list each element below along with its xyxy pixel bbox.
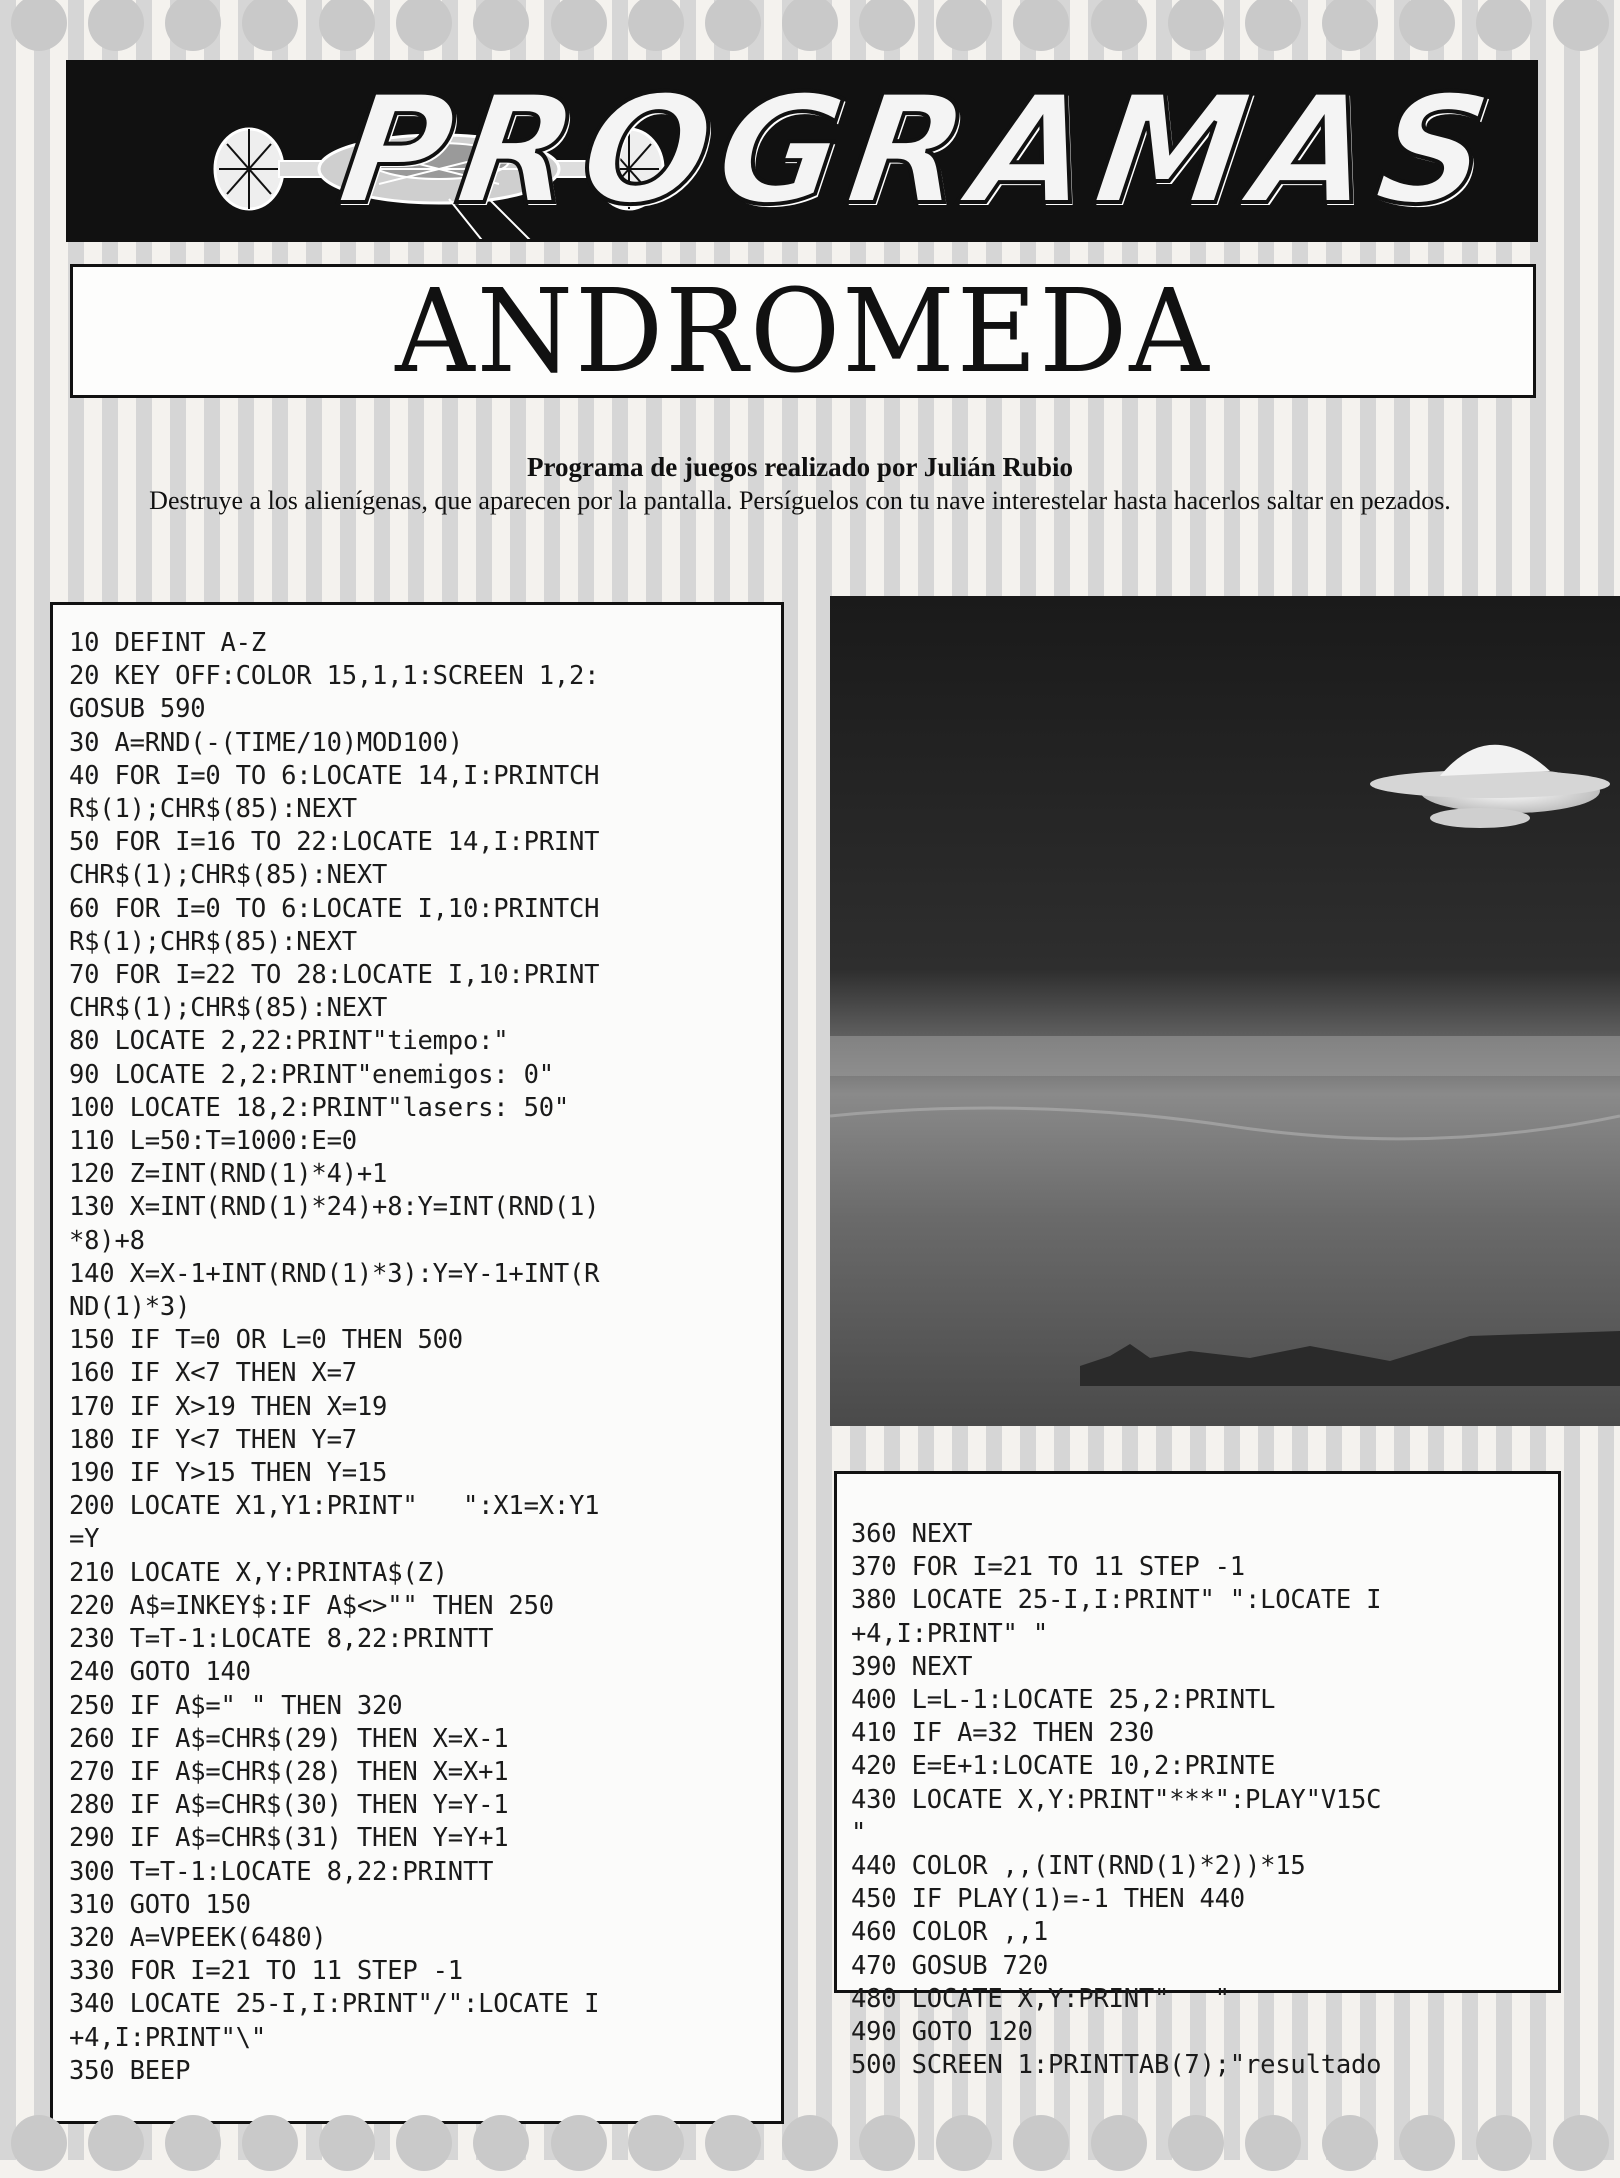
dot: [11, 0, 67, 51]
code-line: 250 IF A$=" " THEN 320: [69, 1690, 403, 1721]
code-line: 50 FOR I=16 TO 22:LOCATE 14,I:PRINT: [69, 827, 600, 858]
code-line: R$(1);CHR$(85):NEXT: [69, 926, 357, 957]
code-line: 480 LOCATE X,Y:PRINT" ": [851, 1983, 1230, 2014]
code-line: 180 IF Y<7 THEN Y=7: [69, 1424, 357, 1455]
dot: [1553, 0, 1609, 51]
code-line: 220 A$=INKEY$:IF A$<>"" THEN 250: [69, 1590, 554, 1621]
code-line: 350 BEEP: [69, 2055, 191, 2086]
code-line: 200 LOCATE X1,Y1:PRINT" ":X1=X:Y1: [69, 1491, 600, 1522]
dot: [1399, 2115, 1455, 2171]
code-line: =Y: [69, 1524, 100, 1555]
code-line: 370 FOR I=21 TO 11 STEP -1: [851, 1552, 1245, 1583]
code-line: 430 LOCATE X,Y:PRINT"***":PLAY"V15C: [851, 1784, 1382, 1815]
dot: [1245, 2115, 1301, 2171]
byline: Programa de juegos realizado por Julián Rubio: [526, 452, 1074, 482]
dot: [1091, 2115, 1147, 2171]
dot: [165, 2115, 221, 2171]
code-line: 490 GOTO 120: [851, 2017, 1033, 2048]
dot: [319, 0, 375, 51]
dot: [1091, 0, 1147, 51]
code-line: 460 COLOR ,,1: [851, 1917, 1048, 1948]
ufo-photo: [830, 596, 1620, 1426]
code-line: *8)+8: [69, 1225, 145, 1256]
code-line: 130 X=INT(RND(1)*24)+8:Y=INT(RND(1): [69, 1192, 600, 1223]
dot: [705, 2115, 761, 2171]
code-line: ND(1)*3): [69, 1292, 191, 1323]
dot: [1168, 0, 1224, 51]
code-listing-right: [834, 1471, 1561, 2081]
dot: [1553, 2115, 1609, 2171]
dot: [782, 0, 838, 51]
code-line: GOSUB 590: [69, 694, 206, 725]
code-line: 340 LOCATE 25-I,I:PRINT"/":LOCATE I: [69, 1989, 600, 2020]
dot: [1322, 0, 1378, 51]
code-line: 140 X=X-1+INT(RND(1)*3):Y=Y-1+INT(R: [69, 1258, 600, 1289]
dot: [1013, 0, 1069, 51]
dot: [628, 2115, 684, 2171]
article-intro: [90, 450, 1510, 518]
code-line: 160 IF X<7 THEN X=7: [69, 1358, 357, 1389]
code-line: 120 Z=INT(RND(1)*4)+1: [69, 1159, 388, 1190]
code-line: 360 NEXT: [851, 1519, 973, 1549]
code-line: ": [851, 1817, 867, 1848]
code-line: 60 FOR I=0 TO 6:LOCATE I,10:PRINTCH: [69, 893, 600, 924]
code-line: 400 L=L-1:LOCATE 25,2:PRINTL: [851, 1685, 1276, 1716]
code-line: 90 LOCATE 2,2:PRINT"enemigos: 0": [69, 1059, 554, 1090]
dot: [242, 0, 298, 51]
code-line: 470 GOSUB 720: [851, 1950, 1048, 1981]
dot: [1245, 0, 1301, 51]
code-line: 280 IF A$=CHR$(30) THEN Y=Y-1: [69, 1790, 509, 1821]
dot: [242, 2115, 298, 2171]
code-line: 230 T=T-1:LOCATE 8,22:PRINTT: [69, 1624, 494, 1655]
code-line: 330 FOR I=21 TO 11 STEP -1: [69, 1956, 463, 1987]
dot: [936, 2115, 992, 2171]
code-line: 300 T=T-1:LOCATE 8,22:PRINTT: [69, 1856, 494, 1887]
dot: [88, 0, 144, 51]
dot: [1013, 2115, 1069, 2171]
code-line: 410 IF A=32 THEN 230: [851, 1718, 1155, 1749]
code-line: 450 IF PLAY(1)=-1 THEN 440: [851, 1884, 1245, 1915]
code-line: 70 FOR I=22 TO 28:LOCATE I,10:PRINT: [69, 960, 600, 991]
dot: [551, 2115, 607, 2171]
code-line: 40 FOR I=0 TO 6:LOCATE 14,I:PRINTCH: [69, 760, 600, 791]
dot: [1399, 0, 1455, 51]
dot: [473, 0, 529, 51]
code-line: 110 L=50:T=1000:E=0: [69, 1126, 357, 1157]
code-line: 240 GOTO 140: [69, 1657, 251, 1688]
dot: [551, 0, 607, 51]
code-line: R$(1);CHR$(85):NEXT: [69, 794, 357, 825]
code-line: 310 GOTO 150: [69, 1889, 251, 1920]
dot: [396, 2115, 452, 2171]
dot: [1476, 0, 1532, 51]
code-listing-left: [50, 602, 784, 2124]
article-title-box: [70, 264, 1536, 398]
code-line: 270 IF A$=CHR$(28) THEN X=X+1: [69, 1756, 509, 1787]
code-line: +4,I:PRINT"\": [69, 2022, 266, 2053]
dot: [473, 2115, 529, 2171]
article-title: ANDROMEDA: [395, 263, 1211, 399]
code-text-right: [837, 1474, 1558, 2082]
dot: [1168, 2115, 1224, 2171]
code-line: 210 LOCATE X,Y:PRINTA$(Z): [69, 1557, 448, 1588]
dot: [319, 2115, 375, 2171]
code-line: 30 A=RND(-(TIME/10)MOD100): [69, 727, 463, 758]
section-banner: [66, 60, 1538, 242]
dot: [1476, 2115, 1532, 2171]
code-line: 440 COLOR ,,(INT(RND(1)*2))*15: [851, 1851, 1306, 1882]
dot: [859, 0, 915, 51]
dot: [628, 0, 684, 51]
code-line: 80 LOCATE 2,22:PRINT"tiempo:": [69, 1026, 509, 1057]
code-line: 380 LOCATE 25-I,I:PRINT" ":LOCATE I: [851, 1585, 1382, 1616]
code-line: 390 NEXT: [851, 1651, 973, 1682]
dot: [936, 0, 992, 51]
dot: [11, 2115, 67, 2171]
code-line: 20 KEY OFF:COLOR 15,1,1:SCREEN 1,2:: [69, 661, 600, 692]
dot: [859, 2115, 915, 2171]
dot: [705, 0, 761, 51]
code-line: 150 IF T=0 OR L=0 THEN 500: [69, 1325, 463, 1356]
dot: [88, 2115, 144, 2171]
code-line: 170 IF X>19 THEN X=19: [69, 1391, 388, 1422]
code-text-left: [53, 605, 781, 2088]
code-line: 420 E=E+1:LOCATE 10,2:PRINTE: [851, 1751, 1276, 1782]
description: Destruye a los alienígenas, que aparecen por la pantalla. Persíguelos con tu nave interestelar hasta hacerlos saltar en pezados.: [149, 486, 1451, 515]
dot: [396, 0, 452, 51]
dot: [1322, 2115, 1378, 2171]
code-line: 290 IF A$=CHR$(31) THEN Y=Y+1: [69, 1823, 509, 1854]
code-line: +4,I:PRINT" ": [851, 1618, 1048, 1649]
bottom-dot-border: [0, 2108, 1620, 2178]
code-line: CHR$(1);CHR$(85):NEXT: [69, 993, 388, 1024]
code-line: 100 LOCATE 18,2:PRINT"lasers: 50": [69, 1092, 570, 1123]
banner-title: PROGRAMAS: [329, 64, 1508, 238]
dot: [165, 0, 221, 51]
ufo-photo-image: [830, 596, 1620, 1426]
code-line: 320 A=VPEEK(6480): [69, 1922, 327, 1953]
code-line: CHR$(1);CHR$(85):NEXT: [69, 860, 388, 891]
dot: [782, 2115, 838, 2171]
code-line: 500 SCREEN 1:PRINTTAB(7);"resultado: [851, 2050, 1382, 2081]
code-line: 10 DEFINT A-Z: [69, 628, 266, 658]
code-line: 260 IF A$=CHR$(29) THEN X=X-1: [69, 1723, 509, 1754]
top-dot-border: [0, 0, 1620, 58]
code-line: 190 IF Y>15 THEN Y=15: [69, 1458, 388, 1489]
